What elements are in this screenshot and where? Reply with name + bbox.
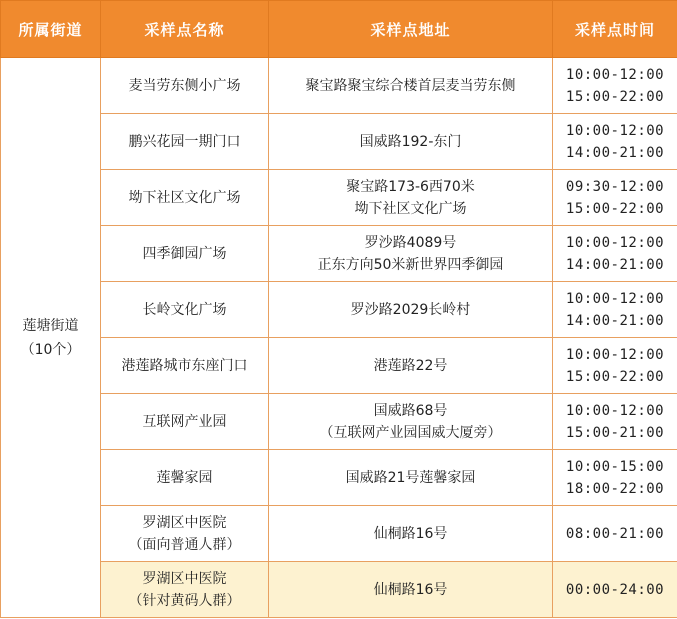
site-name: 长岭文化广场	[142, 301, 227, 318]
header-district: 所属街道	[1, 1, 101, 58]
site-address: 国威路192-东门	[359, 133, 462, 150]
site-name: （面向普通人群）	[128, 536, 241, 553]
site-address-cell	[269, 170, 553, 226]
district-count: （10个）	[20, 341, 81, 358]
table-row	[1, 282, 677, 338]
site-address: 罗沙路2029长岭村	[350, 301, 471, 318]
site-time: 10:00-12:00	[565, 122, 665, 139]
site-address: 正东方向50米新世界四季御园	[317, 256, 504, 273]
site-time: 15:00-22:00	[565, 368, 665, 385]
site-name-cell	[101, 114, 269, 170]
site-time-cell	[553, 338, 677, 394]
site-address-cell	[269, 394, 553, 450]
site-time-cell	[553, 562, 677, 618]
site-time-cell	[553, 170, 677, 226]
site-address-cell	[269, 338, 553, 394]
site-name: 港莲路城市东座门口	[121, 357, 248, 374]
site-name: 四季御园广场	[142, 245, 227, 262]
site-address-cell	[269, 562, 553, 618]
site-address: 罗沙路4089号	[364, 234, 457, 251]
site-time: 10:00-12:00	[565, 234, 665, 251]
site-address: 聚宝路173-6西70米	[346, 178, 475, 195]
site-name: 坳下社区文化广场	[128, 189, 241, 206]
header-site-name: 采样点名称	[101, 1, 269, 58]
site-time: 14:00-21:00	[565, 256, 665, 273]
table-row	[1, 170, 677, 226]
site-address-cell	[269, 282, 553, 338]
site-time-cell	[553, 282, 677, 338]
site-name-cell	[101, 338, 269, 394]
table-row	[1, 338, 677, 394]
site-time: 10:00-15:00	[565, 458, 665, 475]
site-address: 港莲路22号	[373, 357, 448, 374]
table-row	[1, 450, 677, 506]
site-name: 罗湖区中医院	[142, 570, 227, 587]
site-name-cell	[101, 506, 269, 562]
site-time-cell	[553, 58, 677, 114]
site-address-cell	[269, 450, 553, 506]
site-time: 10:00-12:00	[565, 66, 665, 83]
site-time: 15:00-22:00	[565, 88, 665, 105]
site-address: 国威路68号	[373, 402, 448, 419]
header-row	[1, 1, 677, 58]
site-name-cell	[101, 562, 269, 618]
site-time: 14:00-21:00	[565, 312, 665, 329]
table-row	[1, 506, 677, 562]
table-row	[1, 394, 677, 450]
site-name-cell	[101, 58, 269, 114]
header-site-address: 采样点地址	[269, 1, 553, 58]
site-address: 国威路21号莲馨家园	[345, 469, 476, 486]
district-cell	[1, 58, 101, 618]
table-row-highlighted	[1, 562, 677, 618]
site-name: 罗湖区中医院	[142, 514, 227, 531]
site-name: （针对黄码人群）	[128, 592, 241, 609]
site-time-cell	[553, 394, 677, 450]
site-time-cell	[553, 450, 677, 506]
table-row	[1, 226, 677, 282]
site-time: 15:00-22:00	[565, 200, 665, 217]
site-time-cell	[553, 226, 677, 282]
site-time: 14:00-21:00	[565, 144, 665, 161]
header-site-time: 采样点时间	[553, 1, 677, 58]
site-time: 18:00-22:00	[565, 480, 665, 497]
site-address: 仙桐路16号	[373, 581, 448, 598]
site-address-cell	[269, 226, 553, 282]
site-time: 15:00-21:00	[565, 424, 665, 441]
site-name: 鹏兴花园一期门口	[128, 133, 241, 150]
table-row	[1, 58, 677, 114]
site-name: 互联网产业园	[142, 413, 227, 430]
site-name-cell	[101, 394, 269, 450]
site-name-cell	[101, 226, 269, 282]
table-row	[1, 114, 677, 170]
site-address-cell	[269, 114, 553, 170]
site-address: 仙桐路16号	[373, 525, 448, 542]
site-time: 10:00-12:00	[565, 402, 665, 419]
site-address-cell	[269, 506, 553, 562]
site-name-cell	[101, 170, 269, 226]
district-name: 莲塘街道	[22, 317, 79, 334]
site-address-cell	[269, 58, 553, 114]
site-name-cell	[101, 450, 269, 506]
site-address: （互联网产业园国威大厦旁）	[319, 424, 502, 441]
site-name: 麦当劳东侧小广场	[128, 77, 241, 94]
site-name-cell	[101, 282, 269, 338]
site-time: 10:00-12:00	[565, 290, 665, 307]
site-address: 聚宝路聚宝综合楼首层麦当劳东侧	[305, 77, 516, 94]
site-time: 08:00-21:00	[565, 525, 665, 542]
site-time: 09:30-12:00	[565, 178, 665, 195]
site-time: 10:00-12:00	[565, 346, 665, 363]
site-time: 00:00-24:00	[565, 581, 665, 598]
site-time-cell	[553, 114, 677, 170]
site-address: 坳下社区文化广场	[354, 200, 467, 217]
site-name: 莲馨家园	[156, 469, 213, 486]
site-time-cell	[553, 506, 677, 562]
